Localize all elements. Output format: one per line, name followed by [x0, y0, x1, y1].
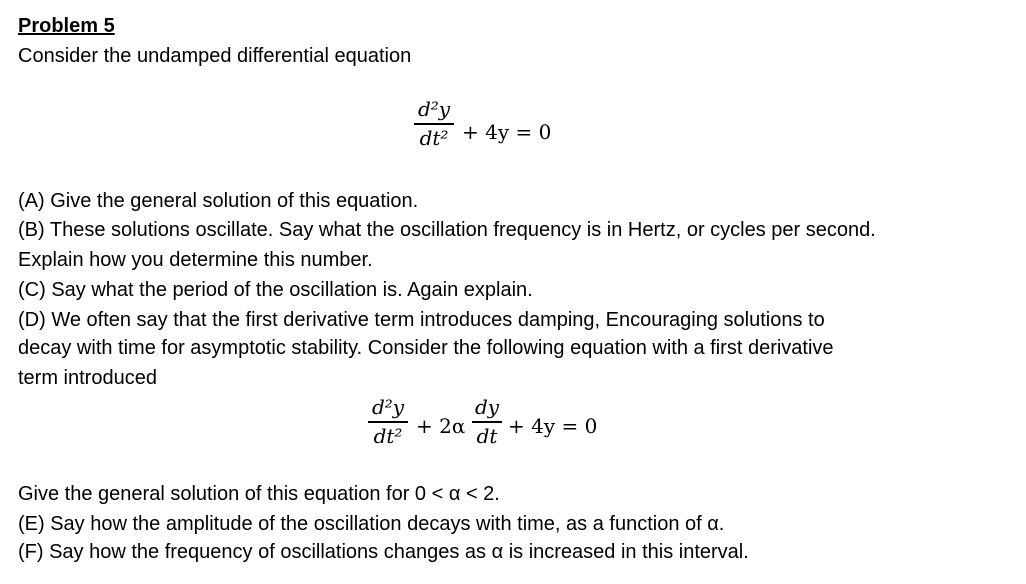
part-e: (E) Say how the amplitude of the oscillation decays with time, as a function of α. — [18, 513, 725, 535]
eq2-fraction-2 — [472, 396, 502, 447]
part-d: (D) We often say that the first derivative term introduces damping, Encouraging solutions to — [18, 309, 825, 331]
eq2-fraction-bar-2 — [472, 421, 502, 423]
eq2-rhs: + 4y = 0 — [508, 414, 598, 438]
eq2-numerator-2: dy — [474, 395, 500, 419]
part-b: (B) These solutions oscillate. Say what the oscillation frequency is in Hertz, or cycles per second. — [18, 219, 876, 241]
eq2-middle: + 2α — [416, 414, 466, 438]
eq1-fraction-bar — [414, 123, 454, 125]
part-f: (F) Say how the frequency of oscillations changes as α is increased in this interval. — [18, 541, 749, 563]
eq2-fraction-1 — [368, 396, 408, 447]
eq2-denominator-1: dt² — [373, 423, 403, 448]
eq1-rhs: + 4y = 0 — [462, 120, 552, 144]
eq2-fraction-bar-1 — [368, 421, 408, 423]
part-b-cont: Explain how you determine this number. — [18, 249, 373, 271]
eq1-numerator: d²y — [417, 97, 451, 121]
eq1-fraction — [414, 98, 454, 149]
eq1-denominator: dt² — [419, 125, 449, 150]
eq2-denominator-2: dt — [476, 423, 498, 448]
part-c: (C) Say what the period of the oscillation is. Again explain. — [18, 279, 533, 301]
intro-text: Consider the undamped differential equation — [18, 45, 412, 67]
part-a: (A) Give the general solution of this equation. — [18, 190, 419, 212]
eq2-numerator-1: d²y — [371, 395, 405, 419]
problem-title: Problem 5 — [18, 15, 115, 37]
general-solution-question: Give the general solution of this equation for 0 < α < 2. — [18, 483, 500, 505]
part-d-cont1: decay with time for asymptotic stability. Consider the following equation with a first derivative — [18, 337, 834, 359]
part-d-cont2: term introduced — [18, 367, 157, 389]
